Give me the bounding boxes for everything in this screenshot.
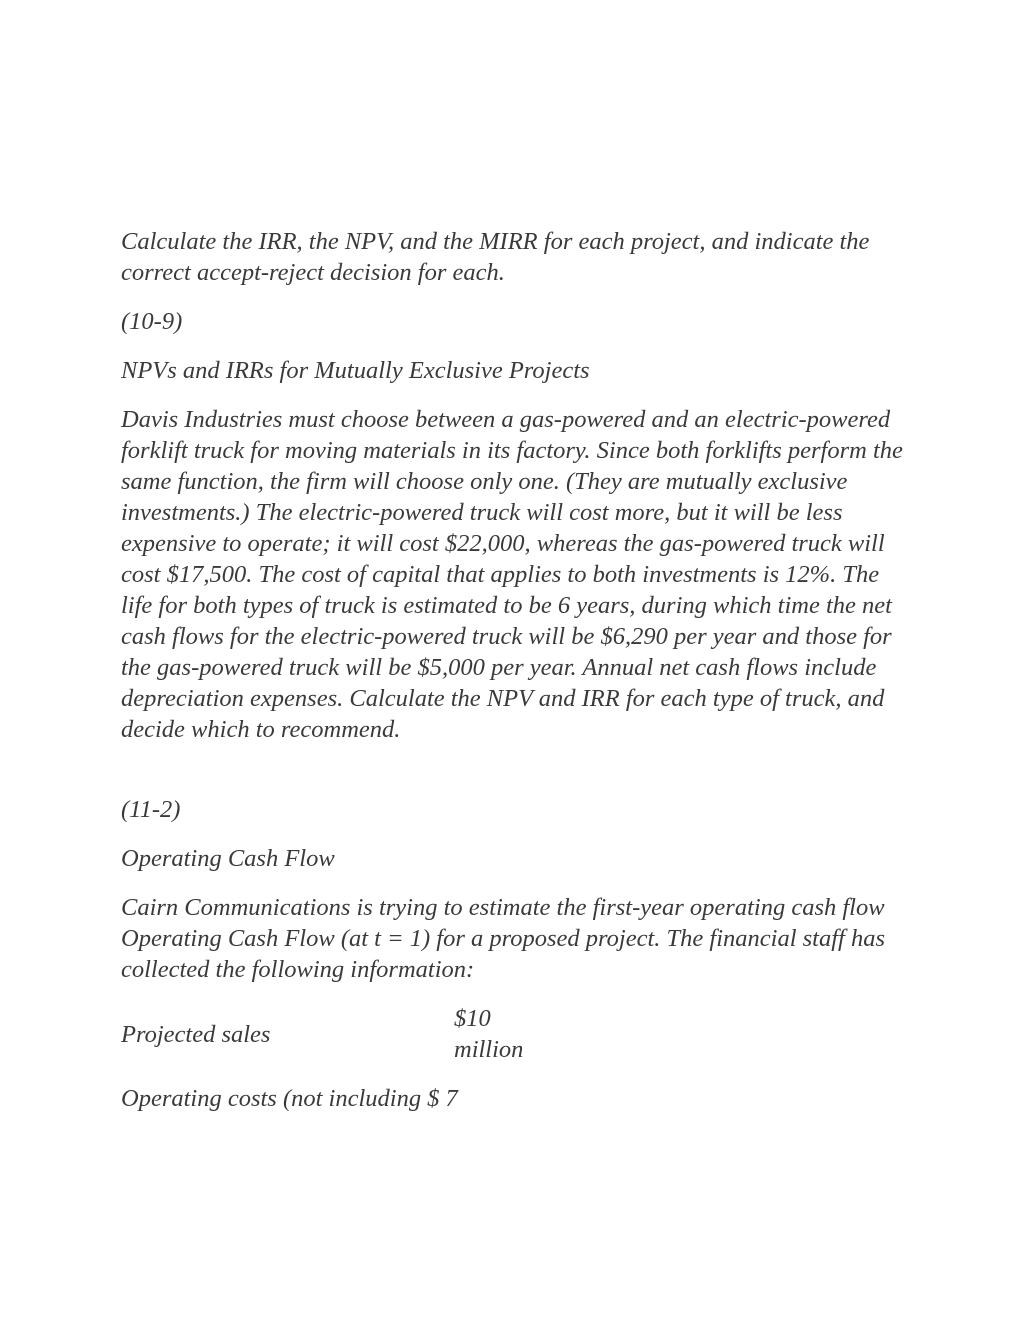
problem-title-npv-irr: NPVs and IRRs for Mutually Exclusive Projects bbox=[121, 357, 590, 384]
document-page bbox=[121, 226, 911, 1132]
table-cell-value: $10 million bbox=[454, 1005, 524, 1063]
table-row bbox=[121, 1003, 911, 1065]
problem-number-10-9: (10-9) bbox=[121, 308, 183, 335]
table-row bbox=[121, 1083, 911, 1114]
table-cell-label: Projected sales bbox=[121, 1020, 271, 1048]
problem-number-11-2: (11-2) bbox=[121, 796, 181, 823]
table-cell-label: Operating costs (not including bbox=[121, 1085, 422, 1112]
problem-body-davis-industries: Davis Industries must choose between a gas-powered and an electric-powered forklift truck for moving materials in its factory. Since both forklifts perform the same function, the firm will choose only one. (They are mutually exclusive investments.) The electric-powered truck will cost more, but it will be less expensive to operate; it will cost $22,000, whereas the gas-powered truck will cost $17,500. The cost of capital that applies to both investments is 12%. The life for both types of truck is estimated to be 6 years, during which time the net cash flows for the electric-powered truck will be $6,290 per year and those for the gas-powered truck will be $5,000 per year. Annual net cash flows include depreciation expenses. Calculate the NPV and IRR for each type of truck, and decide which to recommend. bbox=[121, 406, 903, 743]
problem-title-operating-cash-flow: Operating Cash Flow bbox=[121, 845, 335, 872]
problem-body-cairn-communications: Cairn Communications is trying to estimate the first-year operating cash flow Operating Cash Flow (at t = 1) for a proposed project. The financial staff has collected the following information: bbox=[121, 894, 885, 983]
instruction-paragraph: Calculate the IRR, the NPV, and the MIRR for each project, and indicate the correct accept-reject decision for each. bbox=[121, 228, 870, 286]
table-cell-value: $ 7 bbox=[427, 1085, 458, 1112]
